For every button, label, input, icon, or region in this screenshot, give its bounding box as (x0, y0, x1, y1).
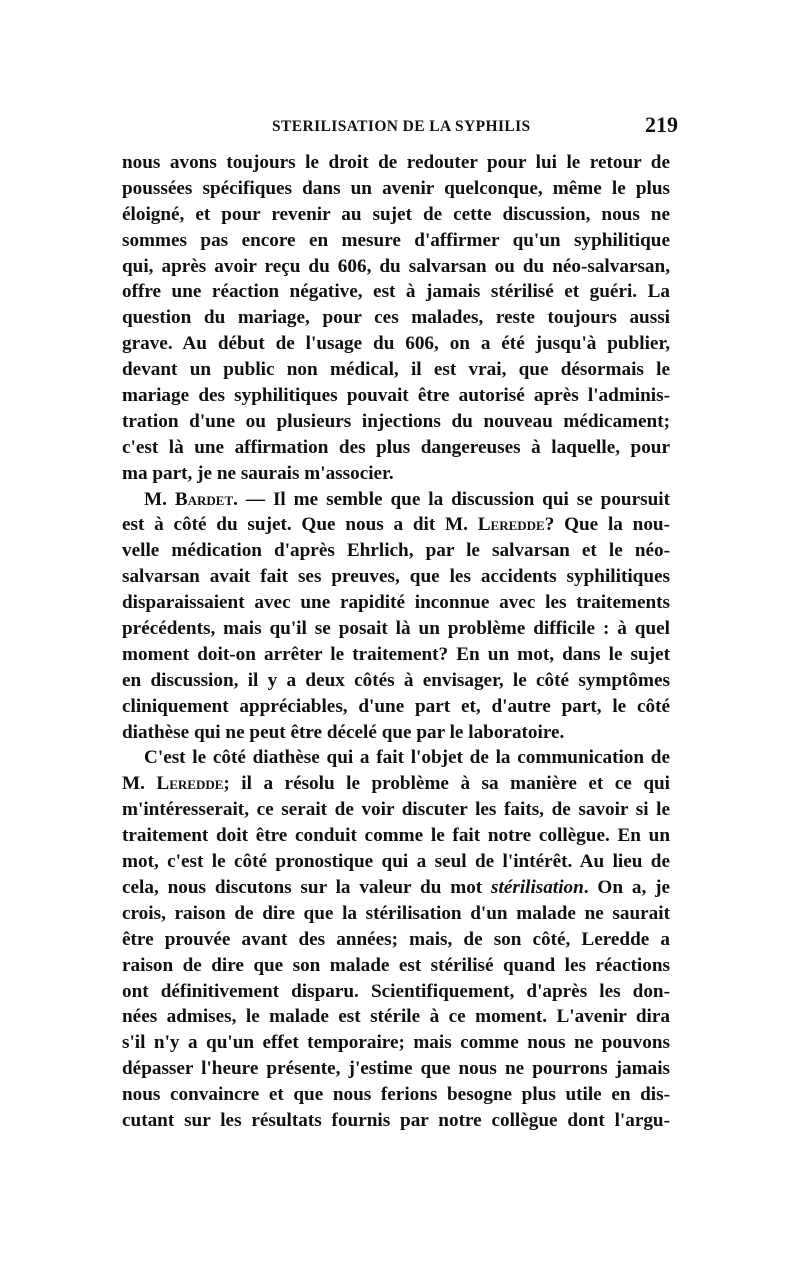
text-line: ont définitivement disparu. Scientifiquement, d'après les don- (122, 980, 670, 1002)
text-line: mariage des syphilitiques pouvait être autorisé après l'adminis- (122, 385, 670, 407)
text-line: question du mariage, pour ces malades, reste toujours aussi (122, 307, 670, 329)
page-number: 219 (645, 112, 678, 137)
paragraph-1 (122, 150, 670, 487)
text-line: nous avons toujours le droit de redouter pour lui le retour de (122, 152, 670, 173)
text-line: en discussion, il y a deux côtés à envisager, le côté symptômes (122, 669, 670, 691)
text-line: éloigné, et pour revenir au sujet de cette discussion, nous ne (122, 203, 670, 225)
speaker-prefix: M. (144, 488, 175, 510)
text-line: sommes pas encore en mesure d'affirmer qu'un syphilitique (122, 229, 670, 251)
text-fragment: ? Que la nou- (544, 514, 670, 536)
text-line: être prouvée avant des années; mais, de son côté, Leredde a (122, 928, 670, 950)
text-line (122, 771, 670, 797)
text-fragment: ; il a résolu le problème à sa manière et ce qui (223, 773, 670, 795)
text-line: crois, raison de dire que la stérilisation d'un malade ne saurait (122, 902, 670, 924)
text-line: velle médication d'après Ehrlich, par le salvarsan et le néo- (122, 540, 670, 562)
text-line: dépasser l'heure présente, j'estime que nous ne pourrons jamais (122, 1058, 670, 1080)
italic-term: stérilisation (491, 876, 584, 898)
text-line: mot, c'est le côté pronostique qui a seul de l'intérêt. Au lieu de (122, 851, 670, 873)
paragraph-3 (122, 745, 670, 1133)
text-fragment: . — Il me semble que la discussion qui se poursuit (233, 488, 670, 510)
text-line: cliniquement appréciables, d'une part et, d'autre part, le côté (122, 695, 670, 717)
speaker-name: Bardet (174, 488, 234, 510)
text-line (122, 875, 670, 901)
page-header (122, 112, 678, 142)
text-line: devant un public non médical, il est vrai, que désormais le (122, 359, 670, 381)
text-line: grave. Au début de l'usage du 606, on a été jusqu'à publier, (122, 333, 670, 355)
text-line: qui, après avoir reçu du 606, du salvarsan ou du néo-salvarsan, (122, 255, 670, 277)
paragraph-2 (122, 487, 670, 746)
text-line: ma part, je ne saurais m'associer. (122, 462, 394, 484)
text-line: nous convaincre et que nous ferions besogne plus utile en dis- (122, 1084, 670, 1106)
text-line: moment doit-on arrêter le traitement? En un mot, dans le sujet (122, 643, 670, 665)
text-line: poussées spécifiques dans un avenir quelconque, même le plus (122, 177, 670, 199)
text-line: offre une réaction négative, est à jamais stérilisé et guéri. La (122, 281, 670, 303)
text-line: disparaissaient avec une rapidité inconnue avec les traitements (122, 592, 670, 614)
text-line: nées admises, le malade est stérile à ce moment. L'avenir dira (122, 1006, 670, 1028)
text-fragment: cela, nous discutons sur la valeur du mot (122, 876, 492, 898)
text-line: salvarsan avait fait ses preuves, que les accidents syphilitiques (122, 566, 670, 588)
text-line: cutant sur les résultats fournis par notre collègue dont l'argu- (122, 1109, 670, 1131)
text-line: précédents, mais qu'il se posait là un problème difficile : à quel (122, 618, 670, 640)
text-fragment: est à côté du sujet. Que nous a dit M. (122, 514, 478, 536)
text-line: traitement doit être conduit comme le fait notre collègue. En un (122, 825, 670, 847)
text-line: C'est le côté diathèse qui a fait l'objet de la communication de (144, 747, 670, 769)
text-fragment: M. (122, 773, 157, 795)
person-name: Leredde (477, 514, 545, 536)
text-line: diathèse qui ne peut être décelé que par le laboratoire. (122, 721, 565, 743)
text-line (122, 487, 670, 513)
text-line: raison de dire que son malade est stérilisé quand les réactions (122, 954, 670, 976)
running-title: STERILISATION DE LA SYPHILIS (272, 118, 531, 135)
text-line: c'est là une affirmation des plus dangereuses à laquelle, pour (122, 436, 670, 458)
text-line (122, 512, 670, 538)
text-line: s'il n'y a qu'un effet temporaire; mais comme nous ne pouvons (122, 1032, 670, 1054)
text-line: m'intéresserait, ce serait de voir discuter les faits, de savoir si le (122, 799, 670, 821)
person-name: Leredde (156, 773, 224, 795)
text-fragment: . On a, je (583, 876, 670, 898)
body-text (122, 150, 670, 1134)
text-line: tration d'une ou plusieurs injections du nouveau médicament; (122, 410, 670, 432)
